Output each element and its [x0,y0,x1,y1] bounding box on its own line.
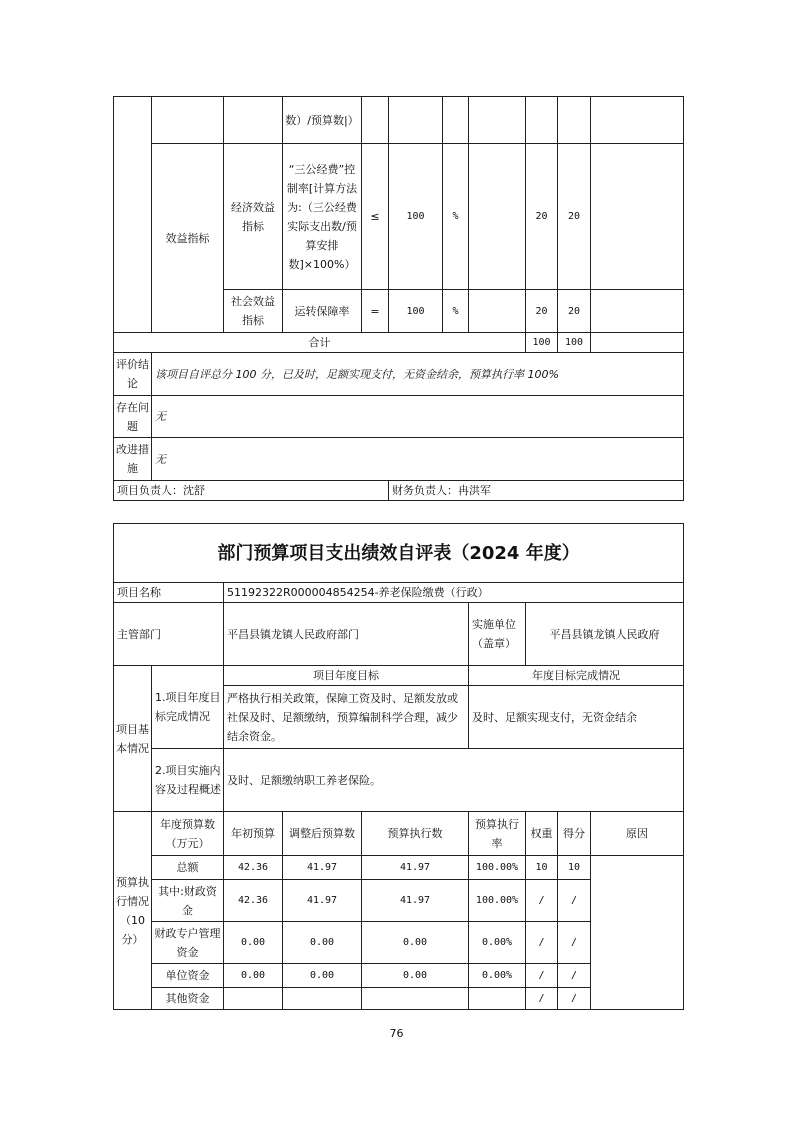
impl-text: 及时、足额缴纳职工养老保险。 [224,749,684,812]
project-lead: 项目负责人：沈舒 [114,481,389,501]
total-weight: 100 [526,333,558,353]
impl-label: 2.项目实施内容及过程概述 [152,749,224,812]
budget-row: 财政专户管理资金 0.00 0.00 0.00 0.00% / / [114,922,684,964]
budget-header: 预算执行率 [469,812,526,856]
total-label: 合计 [114,333,526,353]
project-name-label: 项目名称 [114,583,224,603]
budget-row: 单位资金 0.00 0.00 0.00 0.00% / / [114,964,684,988]
impl-row [114,749,684,812]
unit-label: 实施单位（盖章） [469,603,526,666]
social-value-cell: 100 [389,290,443,333]
issues-text: 无 [152,396,684,438]
performance-indicator-table-continued [113,96,684,501]
conclusion-label: 评价结论 [114,353,152,396]
goal-label: 1.项目年度目标完成情况 [152,666,224,749]
title-row [114,524,684,583]
indicator-cell: 数）/预算数|） [283,97,362,144]
budget-header: 预算执行数 [362,812,469,856]
self-evaluation-form [113,523,684,1010]
social-unit-cell: % [443,290,469,333]
budget-header: 年初预算 [224,812,283,856]
issues-row [114,396,684,438]
improve-text: 无 [152,438,684,481]
unit-value: 平昌县镇龙镇人民政府 [526,603,684,666]
page-number: 76 [389,1027,404,1040]
total-row [114,333,684,353]
form-title: 部门预算项目支出绩效自评表（2024 年度） [114,524,684,583]
econ-sub-cell: 经济效益指标 [224,144,283,290]
econ-value-cell: 100 [389,144,443,290]
project-name-value: 51192322R000004854254-养老保险缴费（行政） [224,583,684,603]
econ-score-cell: 20 [558,144,591,290]
dept-label: 主管部门 [114,603,224,666]
econ-unit-cell: % [443,144,469,290]
basic-label: 项目基本情况 [114,666,152,812]
budget-row: 总额 42.36 41.97 41.97 100.00% 10 10 [114,856,684,880]
signature-row [114,481,684,501]
improve-label: 改进措施 [114,438,152,481]
category-cell [114,97,152,333]
table-row [114,144,684,290]
goal-header: 项目年度目标 [224,666,469,686]
econ-weight-cell: 20 [526,144,558,290]
budget-header: 权重 [526,812,558,856]
budget-header: 得分 [558,812,591,856]
social-score-cell: 20 [558,290,591,333]
budget-header: 原因 [591,812,684,856]
group-cell [152,97,224,144]
goal-text: 严格执行相关政策，保障工资及时、足额发放或社保及时、足额缴纳，预算编制科学合理，减少结余资金。 [224,686,469,749]
project-name-row [114,583,684,603]
completion-text: 及时、足额实现支付，无资金结余 [469,686,684,749]
budget-row: 其他资金 / / [114,988,684,1010]
budget-label: 预算执行情况（10分） [114,812,152,1010]
conclusion-text: 该项目自评总分 100 分，已及时，足额实现支付，无资金结余，预算执行率 100% [152,353,684,396]
issues-label: 存在问题 [114,396,152,438]
budget-header: 年度预算数（万元） [152,812,224,856]
improve-row [114,438,684,481]
social-sub-cell: 社会效益指标 [224,290,283,333]
finance-lead: 财务负责人：冉洪军 [389,481,684,501]
reason-cell [591,856,684,1010]
sub-cell [224,97,283,144]
completion-header: 年度目标完成情况 [469,666,684,686]
budget-header-row [114,812,684,856]
dept-row [114,603,684,666]
econ-op-cell: ≤ [362,144,389,290]
table-row [114,97,684,144]
budget-header: 调整后预算数 [283,812,362,856]
benefit-group-cell: 效益指标 [152,144,224,333]
conclusion-row [114,353,684,396]
social-indicator-cell: 运转保障率 [283,290,362,333]
econ-indicator-cell: “三公经费”控制率[计算方法为:（三公经费实际支出数/预算安排数]×100%） [283,144,362,290]
dept-value: 平昌县镇龙镇人民政府部门 [224,603,469,666]
social-op-cell: = [362,290,389,333]
total-score: 100 [558,333,591,353]
goal-header-row [114,666,684,686]
social-weight-cell: 20 [526,290,558,333]
budget-row: 其中:财政资金 42.36 41.97 41.97 100.00% / / [114,880,684,922]
